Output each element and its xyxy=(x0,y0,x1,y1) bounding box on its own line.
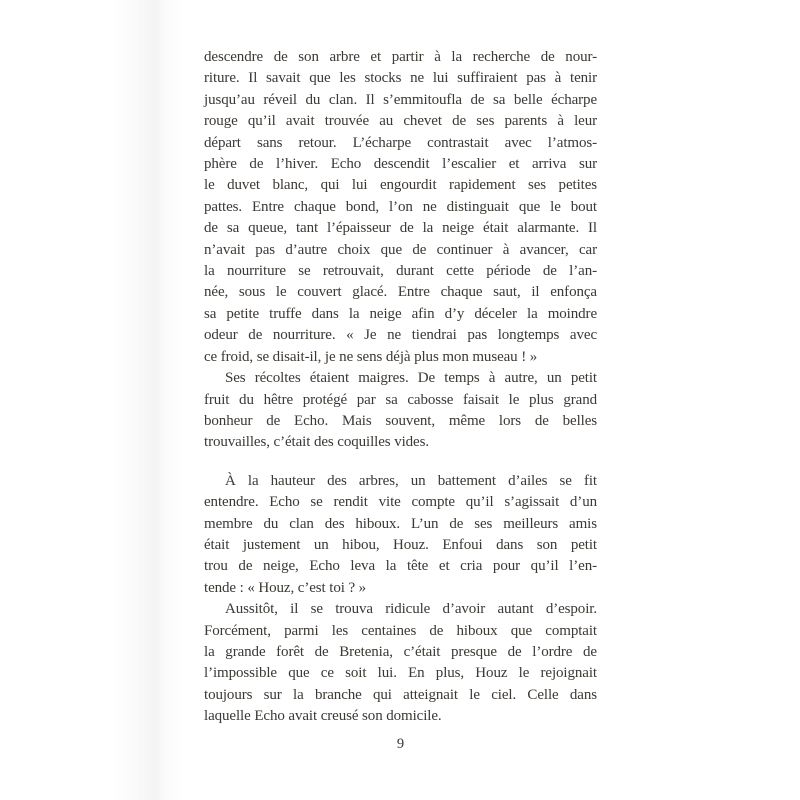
paragraph xyxy=(204,599,597,727)
text-line: la nourriture se retrouvait, durant cette période de l’an- xyxy=(204,263,597,280)
text-line: tende : « Houz, c’est toi ? » xyxy=(204,579,367,596)
text-line: entendre. Echo se rendit vite compte qu’il s’agissait d’un xyxy=(204,494,597,511)
text-block xyxy=(204,47,597,728)
text-line: Aussitôt, il se trouva ridicule d’avoir autant d’espoir. xyxy=(225,601,597,618)
text-line: À la hauteur des arbres, un battement d’ailes se fit xyxy=(225,472,597,489)
paragraph xyxy=(204,368,597,454)
text-line: Forcément, parmi les centaines de hiboux que comptait xyxy=(204,622,597,639)
text-line: toujours sur la branche qui atteignait le ciel. Celle dans xyxy=(204,686,597,703)
text-line: rouge qu’il avait trouvée au chevet de ses parents à leur xyxy=(204,113,597,130)
text-line: jusqu’au réveil du clan. Il s’emmitoufla de sa belle écharpe xyxy=(204,91,597,108)
paragraph xyxy=(204,47,597,368)
page-number: 9 xyxy=(396,736,405,752)
text-line: laquelle Echo avait creusé son domicile. xyxy=(204,708,442,725)
text-line: membre du clan des hiboux. L’un de ses meilleurs amis xyxy=(204,515,597,532)
text-line: la grande forêt de Bretenia, c’était presque de l’ordre de xyxy=(204,643,597,660)
text-line: de sa queue, tant l’épaisseur de la neige était alarmante. Il xyxy=(204,220,597,237)
text-line: riture. Il savait que les stocks ne lui suffiraient pas à tenir xyxy=(204,70,597,87)
text-line: phère de l’hiver. Echo descendit l’escalier et arriva sur xyxy=(204,156,597,173)
text-line: odeur de nourriture. « Je ne tiendrai pas longtemps avec xyxy=(204,327,597,344)
text-line: trou de neige, Echo leva la tête et cria pour qu’il l’en- xyxy=(204,558,597,575)
text-line: trouvailles, c’était des coquilles vides. xyxy=(204,434,430,451)
text-line: départ sans retour. L’écharpe contrastait avec l’atmos- xyxy=(204,134,597,151)
text-line: Ses récoltes étaient maigres. De temps à autre, un petit xyxy=(225,370,597,387)
text-line: le duvet blanc, qui lui engourdit rapidement ses petites xyxy=(204,177,597,194)
paragraph xyxy=(204,471,597,599)
text-line: bonheur de Echo. Mais souvent, même lors de belles xyxy=(204,412,597,429)
text-line: n’avait pas d’autre choix que de continuer à avancer, car xyxy=(204,241,597,258)
text-line: descendre de son arbre et partir à la recherche de nour- xyxy=(204,49,597,65)
text-line: l’impossible que ce soit lui. En plus, Houz le rejoignait xyxy=(204,665,597,682)
text-line: née, sous le couvert glacé. Entre chaque saut, il enfonça xyxy=(204,284,597,301)
text-line: pattes. Entre chaque bond, l’on ne distinguait que le bout xyxy=(204,198,597,215)
page-edge-shadow xyxy=(112,0,184,800)
text-line: fruit du hêtre protégé par sa cabosse faisait le plus grand xyxy=(204,391,597,408)
text-line: sa petite truffe dans la neige afin d’y déceler la moindre xyxy=(204,305,597,322)
text-line: était justement un hibou, Houz. Enfoui dans son petit xyxy=(204,536,597,553)
text-line: ce froid, se disait-il, je ne sens déjà plus mon museau ! » xyxy=(204,348,538,365)
